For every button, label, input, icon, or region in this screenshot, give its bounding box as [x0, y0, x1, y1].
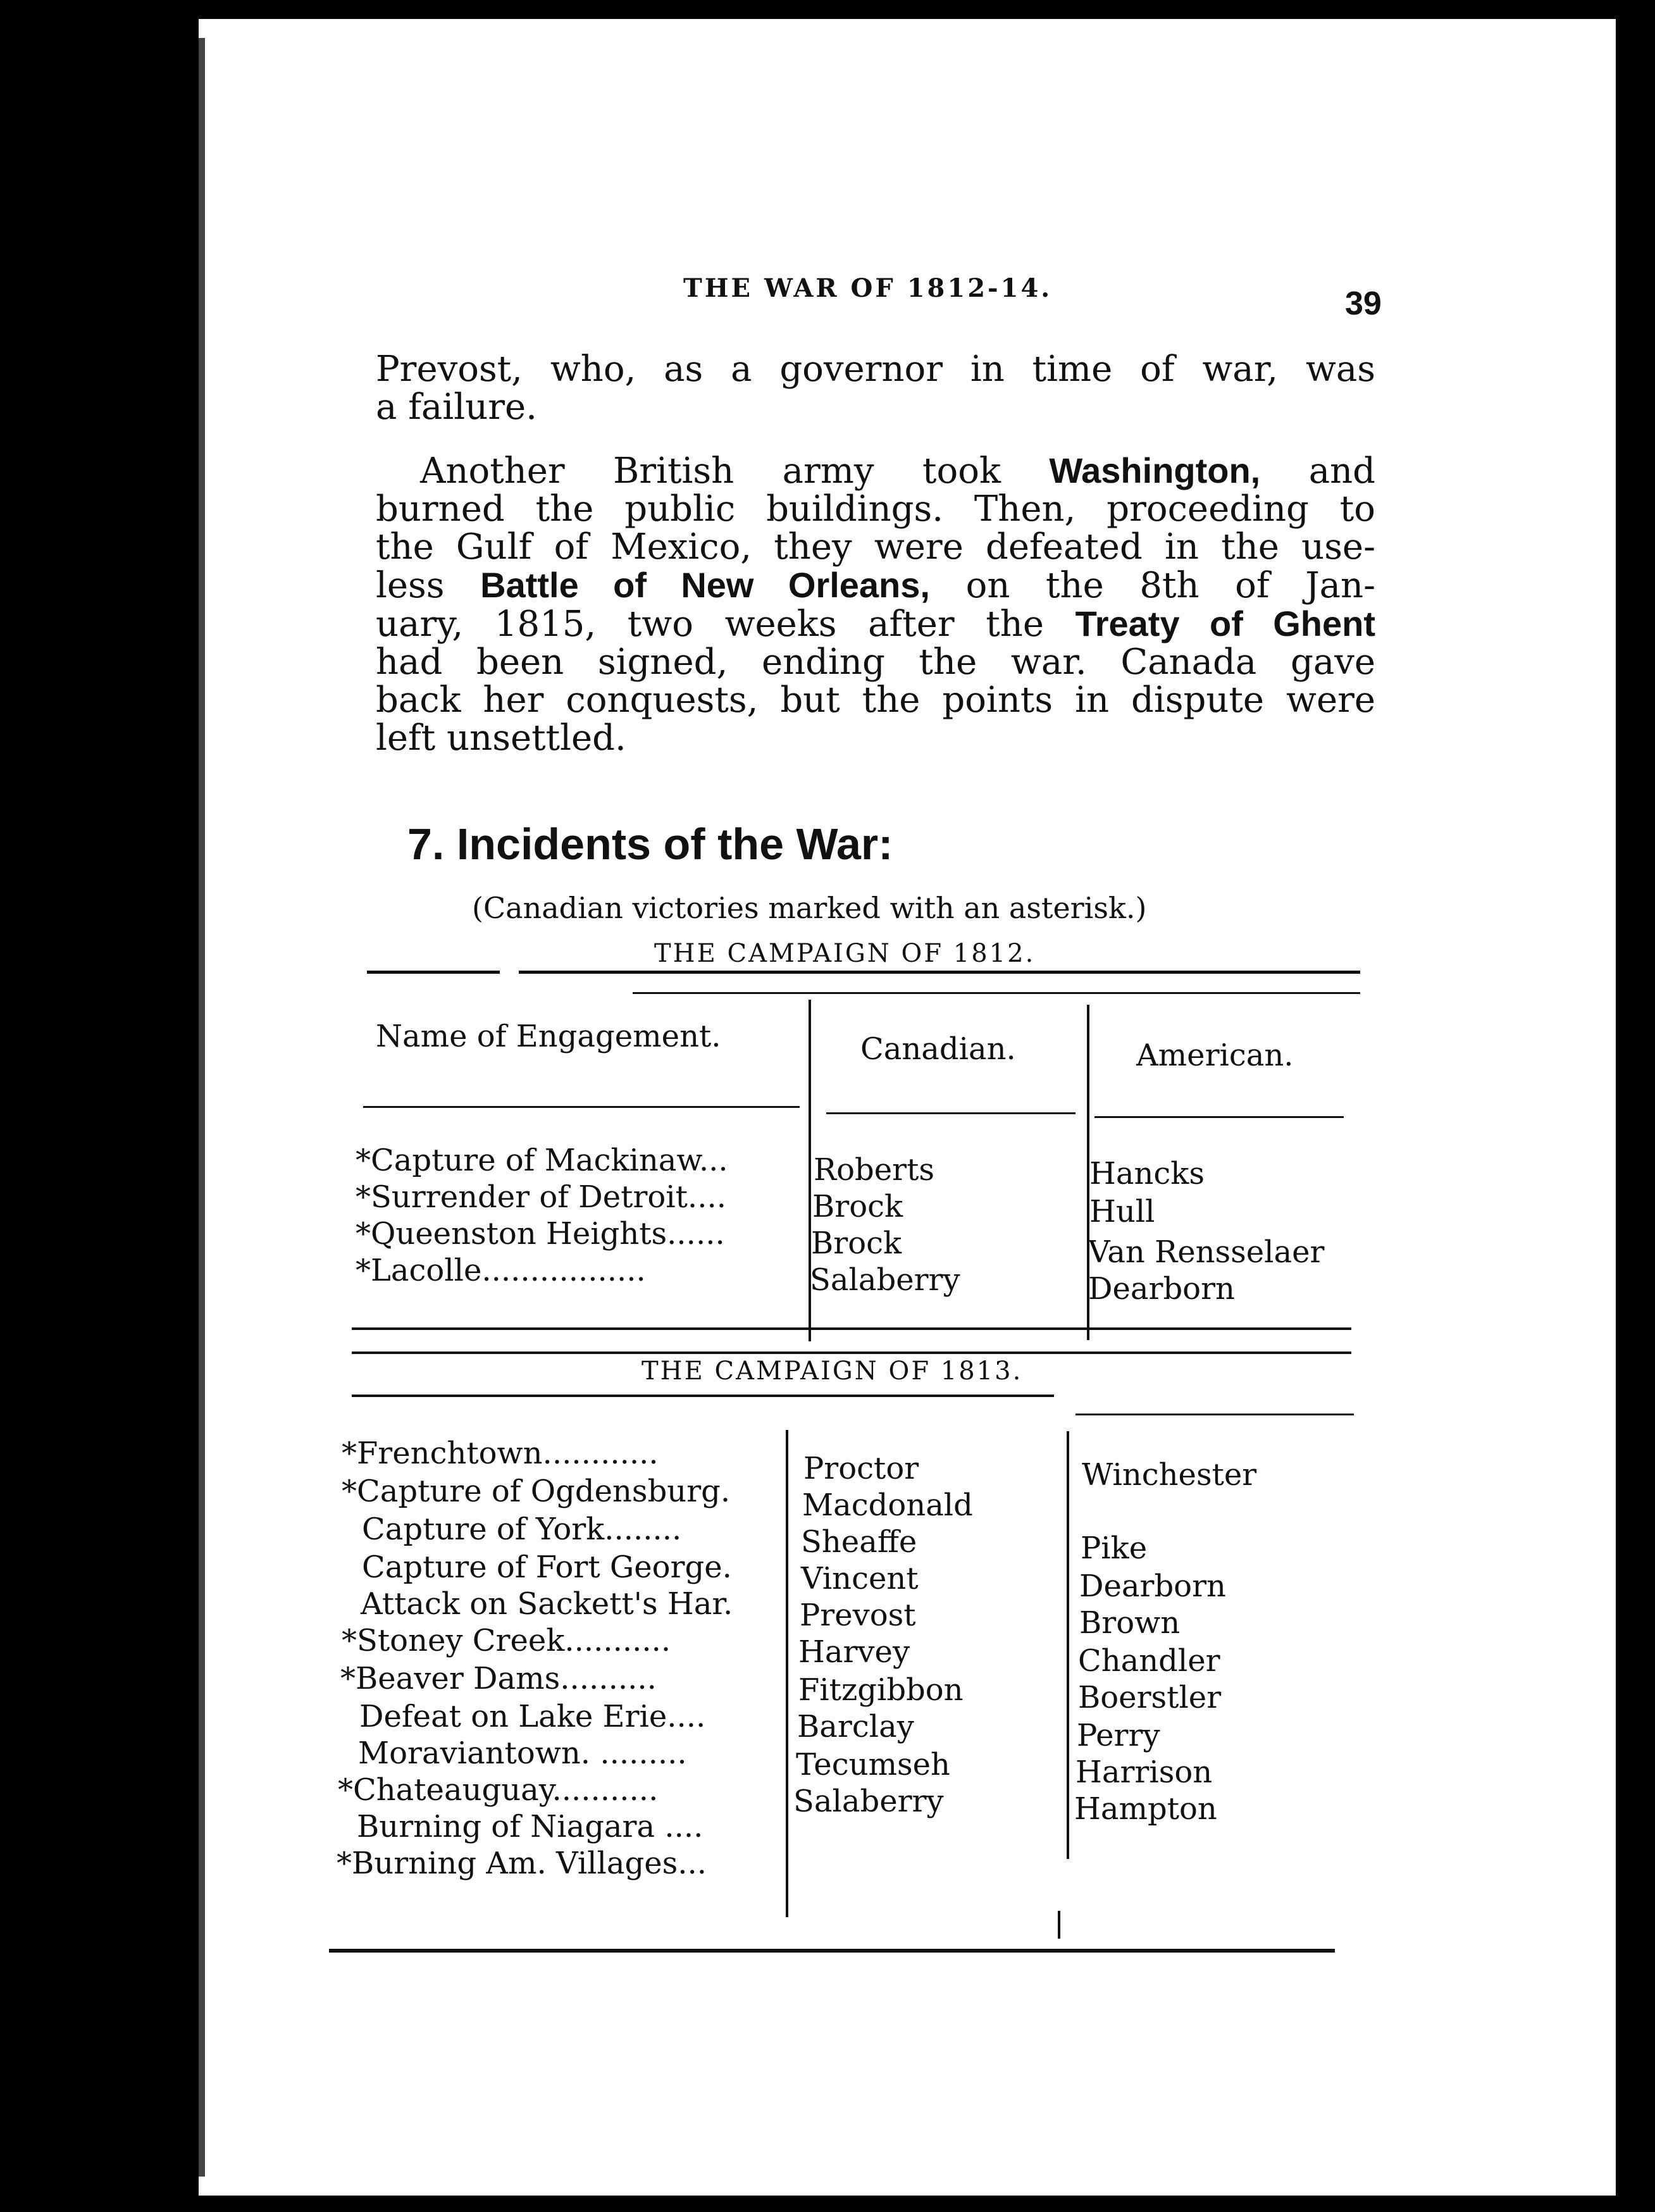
- text-run: less: [376, 565, 481, 606]
- canadian-1813: Proctor: [803, 1451, 919, 1486]
- page-spine-edge: [199, 38, 205, 2177]
- table-row-1812-american-1: Hancks: [1089, 1156, 1205, 1191]
- paragraph-line: Prevost, who, as a governor in time of war, was: [376, 349, 1375, 390]
- header-underline-engagement: [363, 1106, 800, 1108]
- text-run: uary, 1815, two weeks after the: [376, 604, 1075, 645]
- table-1813-bottom-rule: [329, 1949, 1335, 1953]
- paragraph-line: left unsettled.: [376, 718, 626, 759]
- column-header-american: American.: [1136, 1038, 1294, 1073]
- header-underline-american: [1094, 1116, 1344, 1118]
- american-1813: Boerstler: [1078, 1680, 1222, 1715]
- american-1813: Chandler: [1078, 1643, 1220, 1679]
- american-1813: Harrison: [1075, 1755, 1213, 1790]
- american-1813: Dearborn: [1079, 1569, 1226, 1604]
- canadian-1813: Fitzgibbon: [798, 1672, 964, 1708]
- engagement-1813: *Burning Am. Villages...: [337, 1846, 707, 1881]
- column-header-engagement: Name of Engagement.: [376, 1019, 721, 1054]
- engagement-1813: Capture of York........: [362, 1512, 682, 1547]
- table-row-1812-american-3: Van Rensselaer: [1088, 1234, 1325, 1270]
- engagement-1813: *Chateauguay...........: [338, 1772, 659, 1808]
- campaign-1813-title: THE CAMPAIGN OF 1813.: [642, 1357, 1023, 1386]
- running-header: THE WAR OF 1812-14.: [683, 273, 1053, 303]
- column-divider-1813-1: [786, 1430, 788, 1917]
- canadian-1813: Macdonald: [802, 1488, 973, 1523]
- engagement-1813: Moraviantown. .........: [358, 1736, 687, 1771]
- american-1813: Brown: [1079, 1605, 1181, 1641]
- emphasis-treaty-of-ghent: Treaty of Ghent: [1075, 604, 1375, 643]
- column-divider-1813-2: [1067, 1431, 1069, 1859]
- paragraph-line: a failure.: [376, 387, 537, 428]
- table-1813-title-rule-left: [352, 1395, 1054, 1397]
- table-row-1812-canadian-2: Brock: [812, 1189, 903, 1224]
- text-run: and: [1260, 450, 1375, 492]
- paragraph-line: [376, 605, 1375, 643]
- section-heading: 7. Incidents of the War:: [407, 819, 893, 869]
- table-1813-top-rule: [352, 1351, 1351, 1354]
- table-row-1812-american-2: Hull: [1089, 1194, 1155, 1229]
- engagement-1813: *Frenchtown............: [342, 1436, 659, 1471]
- engagement-1813: Defeat on Lake Erie....: [359, 1699, 706, 1734]
- title-rule-left: [367, 971, 500, 974]
- american-1813: Winchester: [1082, 1457, 1257, 1493]
- text-run: Another British army took: [420, 450, 1050, 492]
- american-1813: Pike: [1081, 1531, 1148, 1566]
- paragraph-line: burned the public buildings. Then, proceeding to: [376, 488, 1375, 530]
- table-row-1812-engagement-2: *Surrender of Detroit....: [356, 1179, 726, 1215]
- table-row-1812-canadian-3: Brock: [811, 1226, 902, 1261]
- paragraph-2: [376, 452, 1375, 757]
- table-top-rule: [633, 992, 1360, 994]
- table-row-1812-canadian-1: Roberts: [814, 1152, 935, 1188]
- engagement-1813: *Beaver Dams..........: [340, 1661, 657, 1696]
- paragraph-line: [376, 452, 1375, 490]
- paragraph-line: [376, 566, 1375, 605]
- canadian-1813: Prevost: [800, 1598, 916, 1633]
- american-1813: Perry: [1077, 1718, 1160, 1753]
- table-1813-title-rule-right: [1075, 1414, 1354, 1415]
- emphasis-new-orleans: Battle of New Orleans,: [480, 565, 930, 605]
- section-note: (Canadian victories marked with an asterisk.): [472, 891, 1147, 925]
- canadian-1813: Vincent: [801, 1561, 919, 1596]
- text-run: on the 8th of Jan-: [929, 565, 1376, 606]
- paragraph-line: the Gulf of Mexico, they were defeated in the use-: [376, 526, 1375, 568]
- table-row-1812-engagement-3: *Queenston Heights......: [356, 1216, 725, 1252]
- paragraph-line: had been signed, ending the war. Canada gave: [376, 642, 1375, 683]
- canadian-1813: Harvey: [798, 1634, 910, 1670]
- campaign-1812-title: THE CAMPAIGN OF 1812.: [654, 939, 1036, 968]
- table-row-1812-canadian-4: Salaberry: [810, 1262, 960, 1298]
- stray-column-tick: [1058, 1911, 1060, 1939]
- column-header-canadian: Canadian.: [860, 1031, 1016, 1067]
- page-number: 39: [1345, 285, 1382, 322]
- engagement-1813: *Stoney Creek...........: [342, 1623, 671, 1658]
- canadian-1813: Tecumseh: [796, 1747, 950, 1782]
- canadian-1813: Barclay: [797, 1709, 914, 1744]
- paragraph-line: back her conquests, but the points in dispute were: [376, 680, 1375, 721]
- table-row-1812-engagement-4: *Lacolle.................: [356, 1253, 646, 1288]
- paragraph-1: [376, 351, 1375, 426]
- header-underline-canadian: [826, 1112, 1075, 1114]
- american-1813: Hampton: [1074, 1791, 1217, 1827]
- title-rule-right: [519, 971, 1360, 974]
- emphasis-washington: Washington,: [1049, 450, 1261, 490]
- table-1812-bottom-rule: [352, 1327, 1351, 1330]
- engagement-1813: *Capture of Ogdensburg.: [342, 1474, 731, 1509]
- table-row-1812-engagement-1: *Capture of Mackinaw...: [356, 1143, 728, 1178]
- engagement-1813: Attack on Sackett's Har.: [361, 1586, 733, 1622]
- table-row-1812-american-4: Dearborn: [1088, 1271, 1235, 1307]
- engagement-1813: Burning of Niagara ....: [357, 1809, 704, 1844]
- canadian-1813: Salaberry: [793, 1784, 944, 1819]
- engagement-1813: Capture of Fort George.: [362, 1550, 732, 1585]
- canadian-1813: Sheaffe: [801, 1524, 917, 1560]
